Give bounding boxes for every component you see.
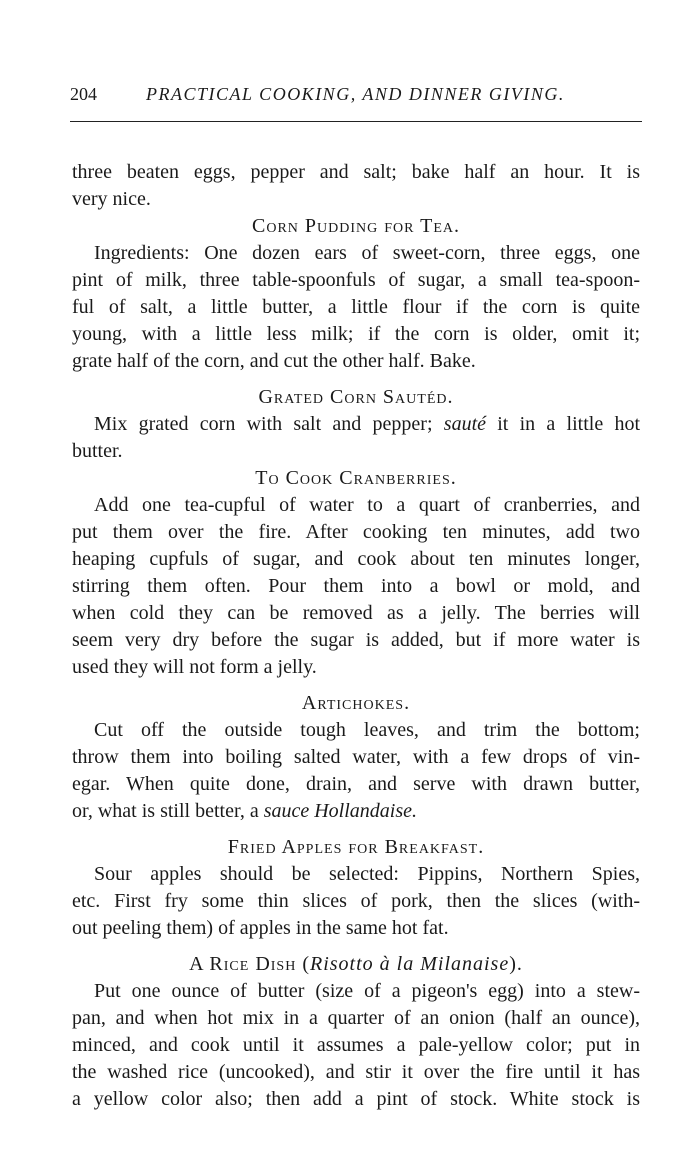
text-line: Put one ounce of butter (size of a pigeon's egg) into a stew- — [94, 980, 640, 1002]
text-line: Sour apples should be selected: Pippins, Northern Spies, — [94, 863, 640, 885]
text-line: ful of salt, a little butter, a little flour if the corn is quite — [72, 296, 640, 318]
recipe-heading-fried-apples: Fried Apples for Breakfast. — [227, 836, 485, 858]
text-line: when cold they can be removed as a jelly. The berries will — [72, 602, 640, 624]
recipe-heading-grated-corn: Grated Corn Sautéd. — [258, 386, 454, 408]
text-line: three beaten eggs, pepper and salt; bake half an hour. It is — [72, 161, 640, 183]
italic-text: sauce Hollandaise. — [263, 800, 418, 822]
text-line: pint of milk, three table-spoonfuls of sugar, a small tea-spoon- — [72, 269, 640, 291]
text-line: pan, and when hot mix in a quarter of an onion (half an ounce), — [72, 1007, 640, 1029]
text-line: throw them into boiling salted water, with a few drops of vin- — [72, 746, 640, 768]
text-line: a yellow color also; then add a pint of stock. White stock is — [72, 1088, 640, 1110]
header-rule — [70, 121, 642, 122]
text-line: put them over the fire. After cooking ten minutes, add two — [72, 521, 640, 543]
text-line: stirring them often. Pour them into a bowl or mold, and — [72, 575, 640, 597]
running-header — [70, 84, 642, 108]
page-body — [72, 159, 640, 1113]
heading-italic: Risotto à la Milanaise — [310, 953, 510, 975]
text-line: young, with a little less milk; if the corn is older, omit it; — [72, 323, 640, 345]
text-line: minced, and cook until it assumes a pale-yellow color; put in — [72, 1034, 640, 1056]
text-line: etc. First fry some thin slices of pork, then the slices (with- — [72, 890, 640, 912]
text-line: butter. — [72, 440, 123, 462]
text-line: seem very dry before the sugar is added, but if more water is — [72, 629, 640, 651]
text-line: out peeling them) of apples in the same hot fat. — [72, 917, 449, 939]
page-number: 204 — [70, 84, 97, 104]
recipe-heading-corn-pudding: Corn Pudding for Tea. — [252, 215, 460, 237]
text-line: Add one tea-cupful of water to a quart of cranberries, and — [94, 494, 640, 516]
text-fragment: it in a little hot — [486, 413, 641, 435]
text-line: very nice. — [72, 188, 151, 210]
running-title: PRACTICAL COOKING, AND DINNER GIVING. — [146, 84, 565, 104]
text-fragment: Mix grated corn with salt and pepper; — [94, 413, 444, 435]
text-line: Ingredients: One dozen ears of sweet-corn, three eggs, one — [94, 242, 640, 264]
text-line — [72, 411, 640, 438]
text-line: the washed rice (uncooked), and stir it over the fire until it has — [72, 1061, 640, 1083]
recipe-heading-cranberries: To Cook Cranberries. — [255, 467, 457, 489]
text-fragment: or, what is still better, a — [72, 800, 264, 822]
text-line: used they will not form a jelly. — [72, 656, 317, 678]
text-line: heaping cupfuls of sugar, and cook about ten minutes longer, — [72, 548, 640, 570]
text-line: grate half of the corn, and cut the other half. Bake. — [72, 350, 476, 372]
text-line — [72, 798, 640, 825]
heading-fragment: ). — [509, 953, 523, 975]
recipe-heading-artichokes: Artichokes. — [301, 692, 411, 714]
recipe-heading-rice-dish — [72, 951, 640, 978]
italic-text: sauté — [443, 413, 486, 435]
text-line: egar. When quite done, drain, and serve with drawn butter, — [72, 773, 640, 795]
text-line: Cut off the outside tough leaves, and trim the bottom; — [94, 719, 640, 741]
heading-fragment: A Rice Dish ( — [189, 953, 310, 975]
